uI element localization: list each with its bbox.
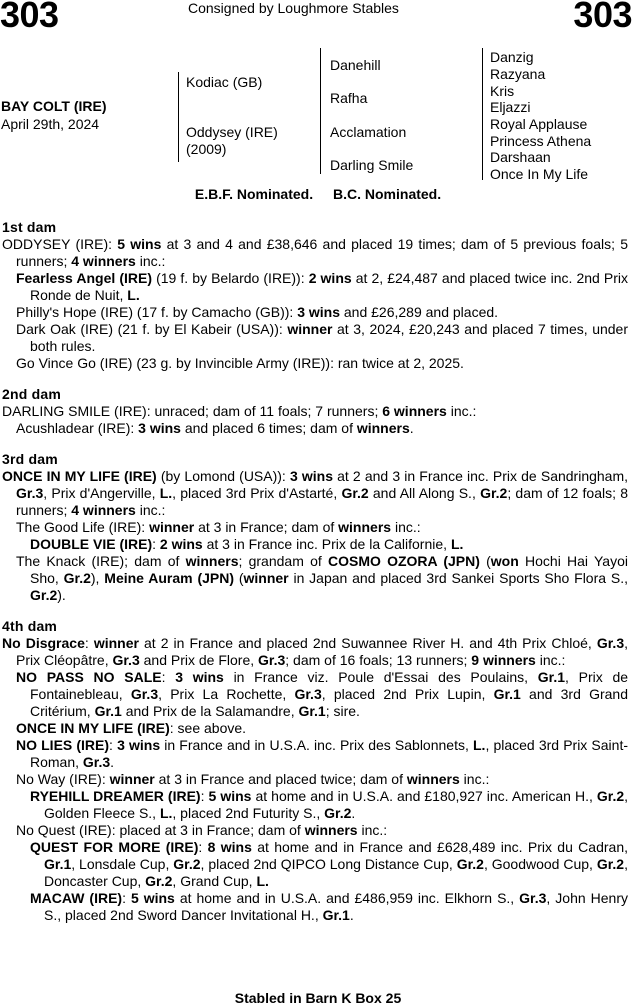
produce-no-quest: No Quest (IRE): placed at 3 in France; dam of winners inc.: [16, 822, 388, 838]
produce-double-vie: DOUBLE VIE (IRE): 2 wins at 3 in France inc. Prix de la Californie, L. [30, 536, 464, 552]
produce-once-in-my-life: ONCE IN MY LIFE (IRE): see above. [16, 720, 247, 736]
produce-no-lies: NO LIES (IRE): 3 wins in France and in U.S.A. inc. Prix des Sablonnets, L., placed 3rd Prix Saint-Roman, Gr.3. [16, 737, 629, 770]
produce-quest-for-more: QUEST FOR MORE (IRE): 8 wins at home and in France and £628,489 inc. Prix du Cadran, Gr.1, Lonsdale Cup, Gr.2, placed 2nd QIPCO Long Distance Cup, Gr.2, Goodwood Cup, Gr.2, Doncaster Cup, Gr.2, Grand Cup, L. [30, 839, 628, 889]
pedigree-dam-sire: Acclamation [330, 124, 407, 140]
pedigree-gen3-3: Kris [490, 83, 515, 99]
horse-foaled-date: April 29th, 2024 [1, 116, 100, 132]
fourth-dam-entry: No Disgrace: winner at 2 in France and placed 2nd Suwannee River H. and 4th Prix Chloé, Gr.3, Prix Cléopâtre, Gr.3 and Prix de Flore, Gr.3; dam of 16 foals; 13 runners; 9 winners inc.: [2, 635, 628, 668]
second-dam-heading: 2nd dam [2, 386, 61, 402]
produce-the-good-life: The Good Life (IRE): winner at 3 in France; dam of winners inc.: [16, 519, 421, 535]
pedigree-gen3-1: Danzig [490, 49, 534, 65]
consignor-line: Consigned by Loughmore Stables [188, 0, 399, 16]
pedigree-bracket-1 [178, 72, 179, 162]
produce-macaw: MACAW (IRE): 5 wins at home and in U.S.A. and £486,959 inc. Elkhorn S., Gr.3, John Henry S., placed 2nd Sword Dancer Invitational H., Gr.1. [30, 890, 628, 923]
first-dam-heading: 1st dam [2, 219, 57, 235]
catalogue-body [2, 219, 628, 924]
pedigree-gen3-6: Princess Athena [490, 133, 592, 149]
third-dam-heading: 3rd dam [2, 451, 58, 467]
ebf-nomination: E.B.F. Nominated. [194, 186, 314, 202]
produce-acushladear: Acushladear (IRE): 3 wins and placed 6 times; dam of winners. [16, 420, 414, 436]
produce-ryehill-dreamer: RYEHILL DREAMER (IRE): 5 wins at home and in U.S.A. and £180,927 inc. American H., Gr.2, Golden Fleece S., L., placed 2nd Futurity S., Gr.2. [30, 788, 629, 821]
pedigree-gen3-2: Razyana [490, 66, 546, 82]
nominations [0, 186, 636, 202]
pedigree-gen3-5: Royal Applause [490, 116, 588, 132]
first-dam-entry: ODDYSEY (IRE): 5 wins at 3 and 4 and £38,646 and placed 19 times; dam of 5 previous foals; 5 runners; 4 winners inc.: [2, 236, 628, 269]
pedigree-gen3-4: Eljazzi [490, 99, 531, 115]
produce-fearless-angel: Fearless Angel (IRE) (19 f. by Belardo (IRE)): 2 wins at 2, £24,487 and placed twice inc. 2nd Prix Ronde de Nuit, L. [16, 270, 629, 303]
pedigree-bracket-3 [482, 48, 483, 180]
pedigree-sire-sire: Danehill [330, 57, 381, 73]
produce-phillys-hope: Philly's Hope (IRE) (17 f. by Camacho (GB)): 3 wins and £26,289 and placed. [16, 304, 499, 320]
pedigree-dam: Oddysey (IRE) [186, 124, 278, 140]
pedigree-sire: Kodiac (GB) [186, 74, 263, 90]
produce-the-knack: The Knack (IRE); dam of winners; grandam of COSMO OZORA (JPN) (won Hochi Hai Yayoi Sho, Gr.2), Meine Auram (JPN) (winner in Japan and placed 3rd Sankei Sports Sho Flora S., Gr.2). [16, 553, 628, 603]
pedigree-gen3-7: Darshaan [490, 149, 551, 165]
produce-go-vince-go: Go Vince Go (IRE) (23 g. by Invincible Army (IRE)): ran twice at 2, 2025. [16, 355, 464, 371]
lot-number-right: 303 [573, 0, 632, 35]
pedigree-dam-year: (2009) [186, 141, 227, 157]
bc-nomination: B.C. Nominated. [333, 186, 442, 202]
pedigree-dam-dam: Darling Smile [330, 157, 414, 173]
fourth-dam-heading: 4th dam [2, 618, 58, 634]
third-dam-entry: ONCE IN MY LIFE (IRE) (by Lomond (USA)): 3 wins at 2 and 3 in France inc. Prix de Sandringham, Gr.3, Prix d'Angerville, L., placed 3rd Prix d'Astarté, Gr.2 and All Along S., Gr.2; dam of 12 foals; 8 runners; 4 winners inc.: [2, 468, 629, 518]
stabling-footer: Stabled in Barn K Box 25 [234, 990, 402, 1006]
produce-dark-oak: Dark Oak (IRE) (21 f. by El Kabeir (USA)): winner at 3, 2024, £20,243 and placed 7 times, under both rules. [16, 321, 628, 354]
horse-description: BAY COLT (IRE) [1, 98, 107, 114]
produce-no-pass-no-sale: NO PASS NO SALE: 3 wins in France viz. Poule d'Essai des Poulains, Gr.1, Prix de Fontainebleau, Gr.3, Prix La Rochette, Gr.3, placed 2nd Prix Lupin, Gr.1 and 3rd Grand Critérium, Gr.1 and Prix de la Salamandre, Gr.1; sire. [16, 669, 629, 719]
lot-number-left: 303 [0, 0, 59, 35]
pedigree-gen3-8: Once In My Life [490, 166, 589, 182]
pedigree-bracket-2 [320, 48, 321, 174]
pedigree-sire-dam: Rafha [330, 90, 368, 106]
second-dam-entry: DARLING SMILE (IRE): unraced; dam of 11 foals; 7 runners; 6 winners inc.: [2, 403, 477, 419]
produce-no-way: No Way (IRE): winner at 3 in France and placed twice; dam of winners inc.: [16, 771, 490, 787]
